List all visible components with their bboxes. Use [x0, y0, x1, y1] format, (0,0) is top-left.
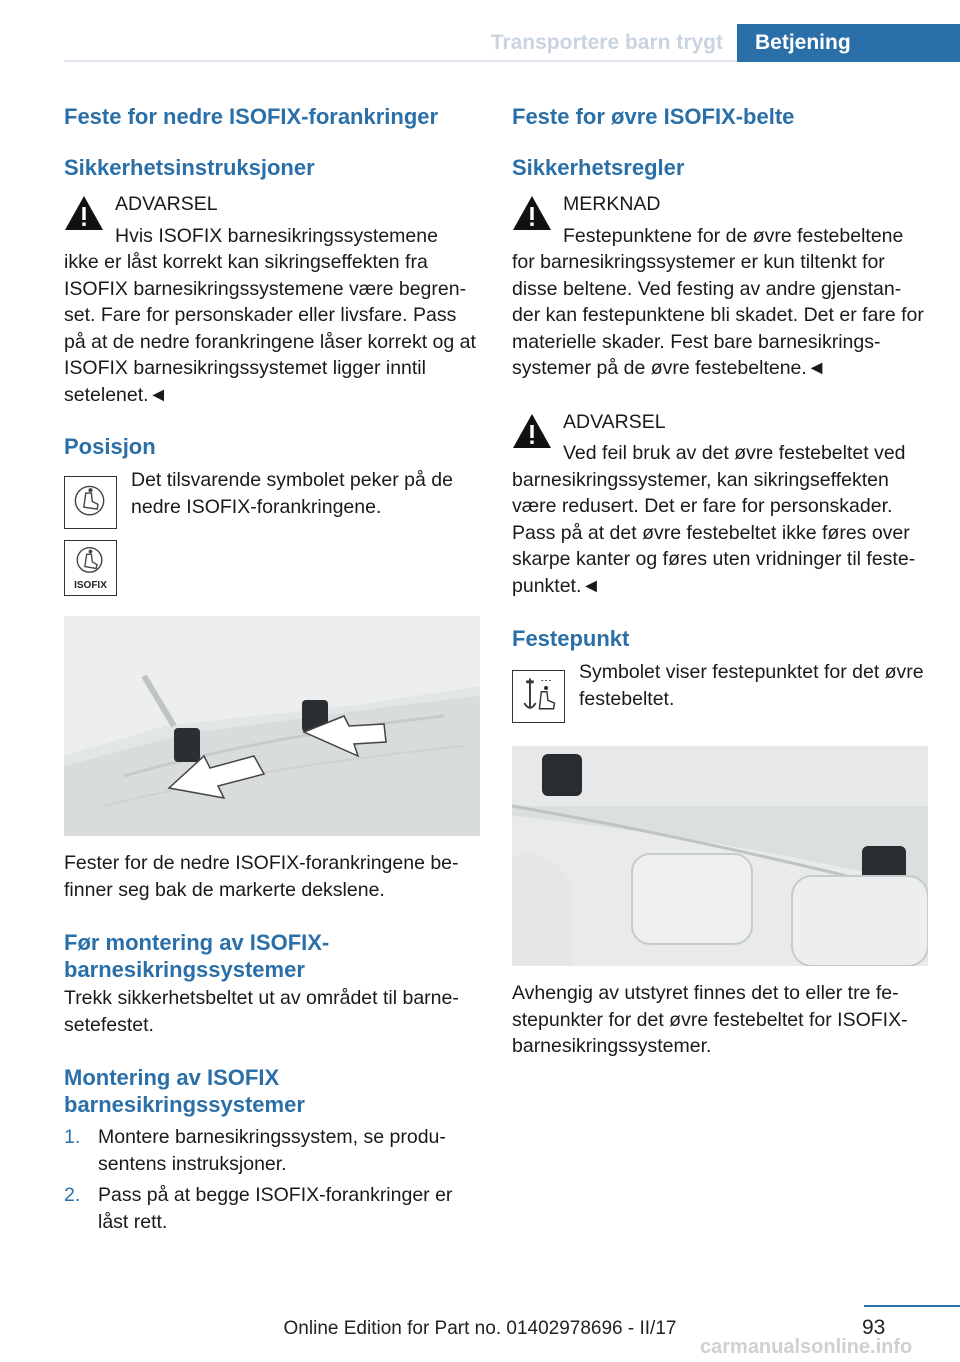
- warning-text: barnesikringssystemer, kan sikringseffekten være redusert. Det er fare for personskader. Pass på at det øvre festebeltet ikke føres over skarpe kanter og føres uten vridninger til feste-punktet.◄: [512, 468, 916, 597]
- position-row: [64, 470, 479, 528]
- note-text-first: Festepunktene for de øvre festebeltene: [563, 224, 904, 247]
- heading-position: Posisjon: [64, 434, 156, 459]
- warning-text: ikke er låst korrekt kan sikringseffekten fra ISOFIX barnesikringssystemene være begren-set. Fare for personskader eller livsfare. Pass på at de nedre forankringene låser korrekt og at ISOFIX barnesikringssystemet ligger inntil setelenet.◄: [64, 251, 476, 406]
- isofix-symbol-label: ISOFIX: [74, 580, 107, 591]
- child-seat-symbol-icon: [64, 476, 117, 529]
- warning-text-first: Ved feil bruk av det øvre festebeltet ved: [563, 442, 906, 464]
- photo-upper-anchors: [512, 746, 928, 966]
- before-mounting-text: Trekk sikkerhetsbeltet ut av området til barne-setefestet.: [64, 987, 459, 1036]
- watermark: carmanualsonline.info: [700, 1336, 913, 1358]
- list-item: 2. Pass på at begge ISOFIX-forankringer er låst rett.: [64, 1184, 453, 1233]
- photo-caption-upper: Avhengig av utstyret finnes det to eller tre fe-stepunkter for det øvre festebeltet for ISOFIX-barnesikringssystemer.: [512, 982, 908, 1057]
- heading-isofix-lower: Feste for nedre ISOFIX-forankringer: [64, 104, 439, 129]
- warning-triangle-icon: [512, 413, 552, 449]
- note-label: MERKNAD: [563, 193, 661, 215]
- photo-caption-lower: Fester for de nedre ISOFIX-forankringene be-finner seg bak de markerte dekslene.: [64, 852, 459, 901]
- warning-label: ADVARSEL: [563, 410, 666, 433]
- page-number: 93: [862, 1316, 886, 1339]
- anchor-row: [512, 662, 927, 732]
- anchor-symbol-icon: [512, 670, 565, 723]
- left-column: [64, 100, 479, 1235]
- warning-text-first: Hvis ISOFIX barnesikringssystemene: [115, 224, 438, 247]
- photo-lower-anchors: [64, 616, 480, 836]
- heading-safety-rules: Sikkerhetsregler: [512, 155, 685, 180]
- header-section-title: Transportere barn trygt: [490, 31, 723, 54]
- heading-before-mounting: Før montering av ISOFIX-barnesikringssystemer: [64, 930, 330, 982]
- isofix-symbol-icon: [64, 540, 117, 596]
- heading-anchor-point: Festepunkt: [512, 626, 630, 651]
- warning-triangle-icon: [512, 195, 552, 231]
- warning-triangle-icon: [64, 195, 104, 231]
- note-block: [512, 191, 927, 382]
- note-text: for barnesikringssystemer er kun tiltenkt for disse beltene. Ved festing av andre gjenstan-der kan festepunktene bli skadet. Det er fare for materielle skader. Fest bare barnesikrings-systemer på de øvre festebeltene.◄: [512, 251, 924, 379]
- mounting-steps: [64, 1124, 479, 1235]
- heading-mounting: Montering av ISOFIX barnesikringssystemer: [64, 1065, 305, 1117]
- right-column: [512, 100, 927, 1060]
- footer-rule: [864, 1305, 960, 1307]
- warning-label: ADVARSEL: [115, 193, 218, 215]
- heading-isofix-upper: Feste for øvre ISOFIX-belte: [512, 104, 795, 129]
- footer-edition: Online Edition for Part no. 01402978696 - II/17: [283, 1318, 677, 1339]
- heading-safety-instructions: Sikkerhetsinstruksjoner: [64, 155, 315, 180]
- warning-block-upper: [512, 409, 927, 600]
- header-tab-betjening[interactable]: Betjening: [737, 24, 960, 62]
- anchor-text: Symbolet viser festepunktet for det øvre festebeltet.: [579, 661, 924, 710]
- warning-block: [64, 191, 479, 408]
- position-text: Det tilsvarende symbolet peker på de nedre ISOFIX-forankringene.: [131, 469, 453, 518]
- list-item: 1. Montere barnesikringssystem, se produ-sentens instruksjoner.: [64, 1126, 446, 1175]
